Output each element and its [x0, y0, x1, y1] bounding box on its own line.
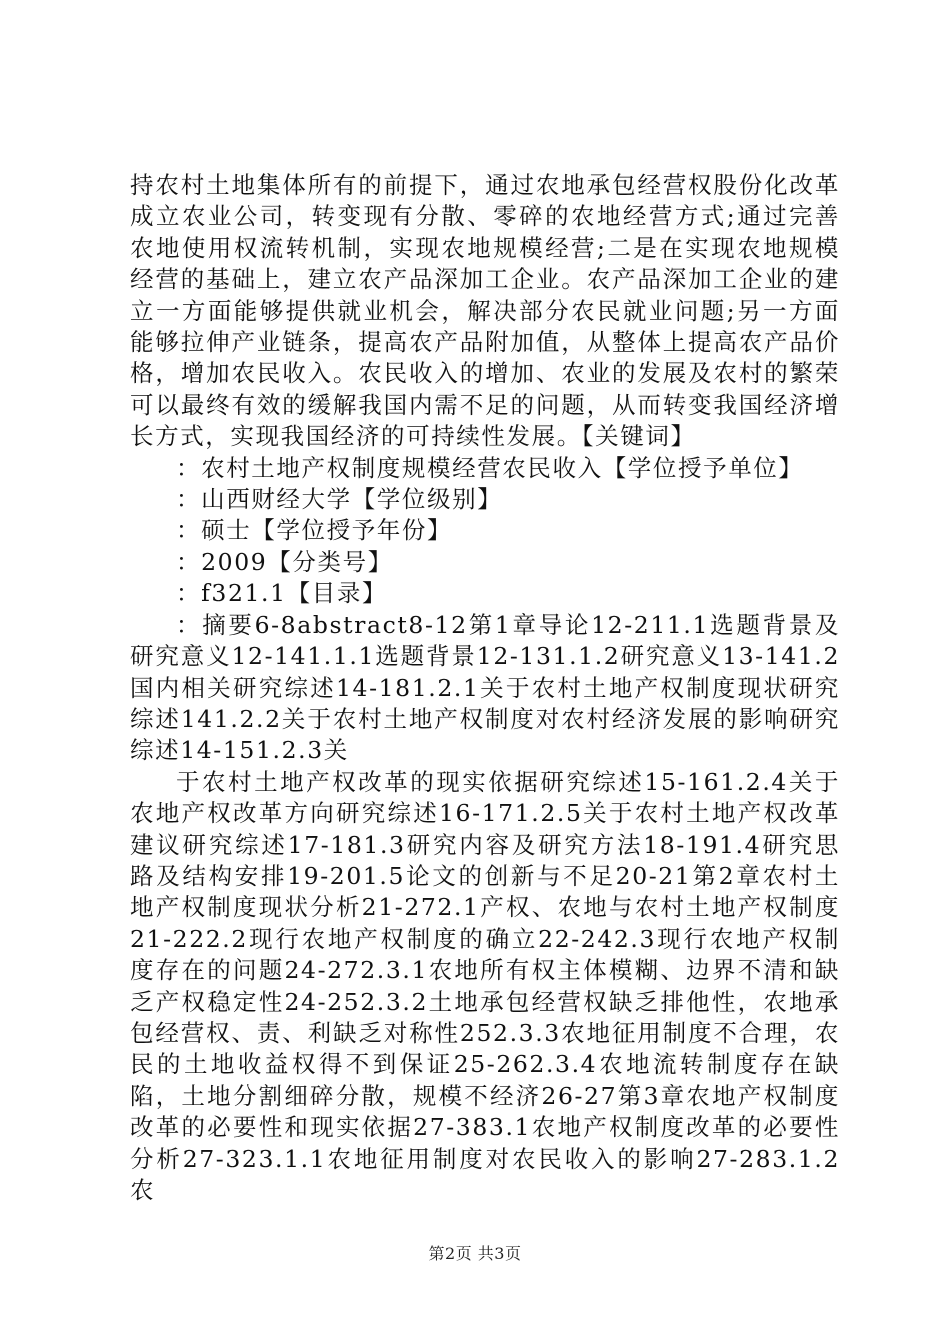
- degree-year-line: ：2009【分类号】: [176, 547, 393, 576]
- keywords-line: ：农村土地产权制度规模经营农民收入【学位授予单位】: [176, 453, 804, 482]
- toc-paragraph-2: 于农村土地产权改革的现实依据研究综述15-161.2.4关于农地产权改革方向研究综述16-171.2.5关于农村土地产权改革建议研究综述17-181.3研究内容及研究方法18-191.4研究思路及结构安排19-201.5论文的创新与不足20-21第2章农村土地产权制度现状分析21-272.1产权、农地与农村土地产权制度21-222.2现行农地产权制度的确立22-242.3现行农地产权制度存在的问题24-272.3.1农地所有权主体模糊、边界不清和缺乏产权稳定性24-252.3.2土地承包经营权缺乏排他性，农地承包经营权、责、利缺乏对称性252.3.3农地征用制度不合理，农民的土地收益权得不到保证25-262.3.4农地流转制度存在缺陷，土地分割细碎分散，规模不经济26-27第3章农地产权制度改革的必要性和现实依据27-383.1农地产权制度改革的必要性分析27-323.1.1农地征用制度对农民收入的影响27-283.1.2农: [130, 767, 840, 1204]
- document-body: [130, 170, 840, 1206]
- abstract-paragraph: 持农村土地集体所有的前提下，通过农地承包经营权股份化改革成立农业公司，转变现有分散、零碎的农地经营方式;通过完善农地使用权流转机制，实现农地规模经营;二是在实现农地规模经营的基础上，建立农产品深加工企业。农产品深加工企业的建立一方面能够提供就业机会，解决部分农民就业问题;另一方面能够拉伸产业链条，提高农产品附加值，从整体上提高农产品价格，增加农民收入。农民收入的增加、农业的发展及农村的繁荣可以最终有效的缓解我国内需不足的问题，从而转变我国经济增长方式，实现我国经济的可持续性发展。【关键词】: [130, 171, 840, 451]
- page-footer: 第2页 共3页: [428, 1244, 522, 1263]
- toc-paragraph-1: ：摘要6-8abstract8-12第1章导论12-211.1选题背景及研究意义12-141.1.1选题背景12-131.1.2研究意义13-141.2国内相关研究综述14-181.2.1关于农村土地产权制度现状研究综述141.2.2关于农村土地产权制度对农村经济发展的影响研究综述14-151.2.3关: [130, 610, 840, 765]
- classification-line: ：f321.1【目录】: [176, 579, 388, 608]
- degree-level-line: ：硕士【学位授予年份】: [176, 516, 453, 545]
- degree-unit-line: ：山西财经大学【学位级别】: [176, 485, 503, 514]
